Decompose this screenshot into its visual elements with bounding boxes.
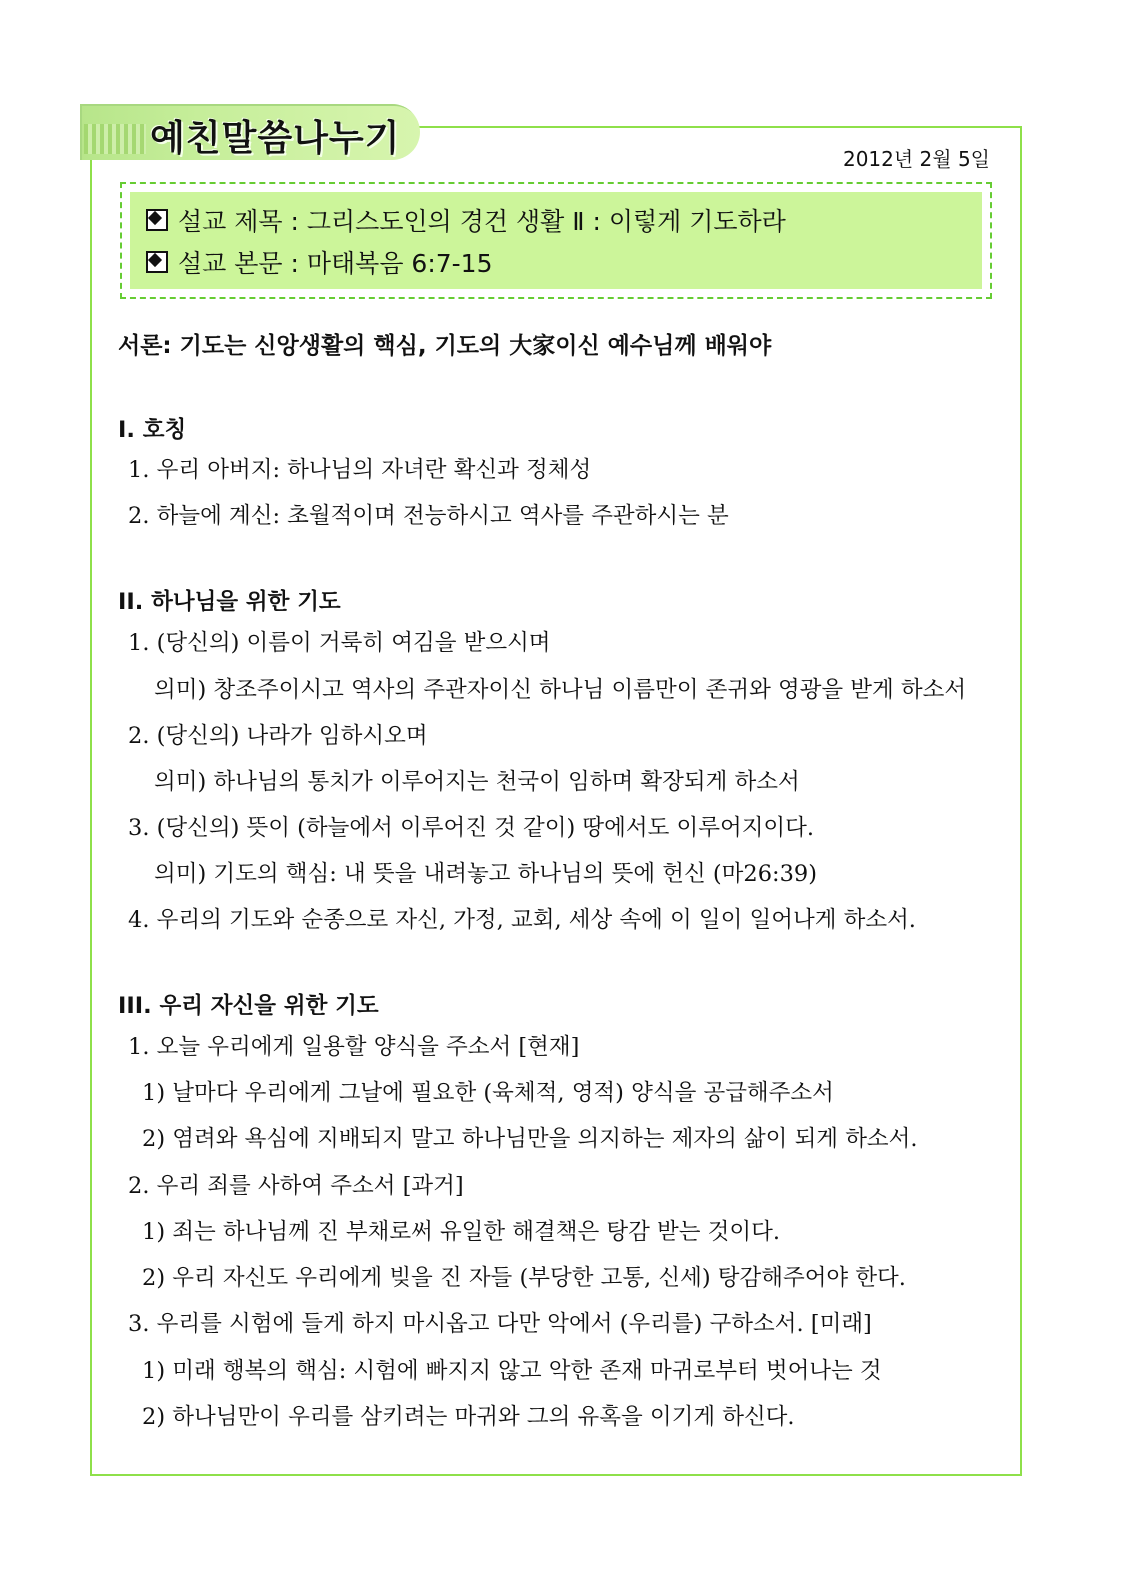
outline-line: 3. 우리를 시험에 들게 하지 마시옵고 다만 악에서 (우리를) 구하소서. [미래]: [128, 1311, 872, 1337]
outline-line: 1) 날마다 우리에게 그날에 필요한 (육체적, 영적) 양식을 공급해주소서: [142, 1080, 834, 1106]
diamond-bullet-icon: [146, 209, 168, 231]
outline-line: 의미) 창조주이시고 역사의 주관자이신 하나님 이름만이 존귀와 영광을 받게 하소서: [154, 677, 967, 703]
outline-line: 2) 하나님만이 우리를 삼키려는 마귀와 그의 유혹을 이기게 하신다.: [142, 1404, 795, 1430]
outline-line: 의미) 하나님의 통치가 이루어지는 천국이 임하며 확장되게 하소서: [154, 769, 800, 795]
outline-line: 2) 염려와 욕심에 지배되지 말고 하나님만을 의지하는 제자의 삶이 되게 하소서.: [142, 1126, 918, 1152]
sermon-date: 2012년 2월 5일: [842, 147, 990, 171]
sermon-title-line: [146, 202, 786, 238]
page-title: 예친말씀나누기: [150, 118, 401, 159]
banner-decoration: [84, 124, 146, 154]
outline-line: 1. 오늘 우리에게 일용할 양식을 주소서 [현재]: [128, 1034, 580, 1060]
title-banner: [80, 104, 420, 160]
outline-line: 1. (당신의) 이름이 거룩히 여김을 받으시며: [128, 630, 551, 656]
outline-line: 1) 미래 행복의 핵심: 시험에 빠지지 않고 악한 존재 마귀로부터 벗어나는 것: [142, 1358, 882, 1384]
outline-line: 1) 죄는 하나님께 진 부채로써 유일한 해결책은 탕감 받는 것이다.: [142, 1219, 780, 1245]
outline-line: 2. 우리 죄를 사하여 주소서 [과거]: [128, 1173, 464, 1199]
outline-line: 4. 우리의 기도와 순종으로 자신, 가정, 교회, 세상 속에 이 일이 일어나게 하소서.: [128, 907, 916, 933]
sermon-text-line: [146, 244, 492, 280]
outline-line: 의미) 기도의 핵심: 내 뜻을 내려놓고 하나님의 뜻에 헌신 (마26:39): [154, 861, 818, 887]
sermon-text-text: 설교 본문 : 마태복음 6:7-15: [178, 249, 493, 278]
sermon-title-text: 설교 제목 : 그리스도인의 경건 생활 Ⅱ : 이렇게 기도하라: [178, 207, 786, 236]
intro-heading: 서론: 기도는 신앙생활의 핵심, 기도의 大家이신 예수님께 배워야: [118, 333, 772, 359]
sermon-info-box: [120, 182, 992, 299]
section-heading: II. 하나님을 위한 기도: [118, 589, 341, 615]
outline-line: 3. (당신의) 뜻이 (하늘에서 이루어진 것 같이) 땅에서도 이루어지이다.: [128, 815, 815, 841]
outline-line: 1. 우리 아버지: 하나님의 자녀란 확신과 정체성: [128, 457, 592, 483]
diamond-bullet-icon: [146, 251, 168, 273]
outline-line: 2) 우리 자신도 우리에게 빚을 진 자들 (부당한 고통, 신세) 탕감해주어야 한다.: [142, 1265, 906, 1291]
section-heading: III. 우리 자신을 위한 기도: [118, 993, 379, 1019]
outline-line: 2. 하늘에 계신: 초월적이며 전능하시고 역사를 주관하시는 분: [128, 503, 729, 529]
outline-line: 2. (당신의) 나라가 임하시오며: [128, 723, 428, 749]
section-heading: I. 호칭: [118, 417, 187, 443]
